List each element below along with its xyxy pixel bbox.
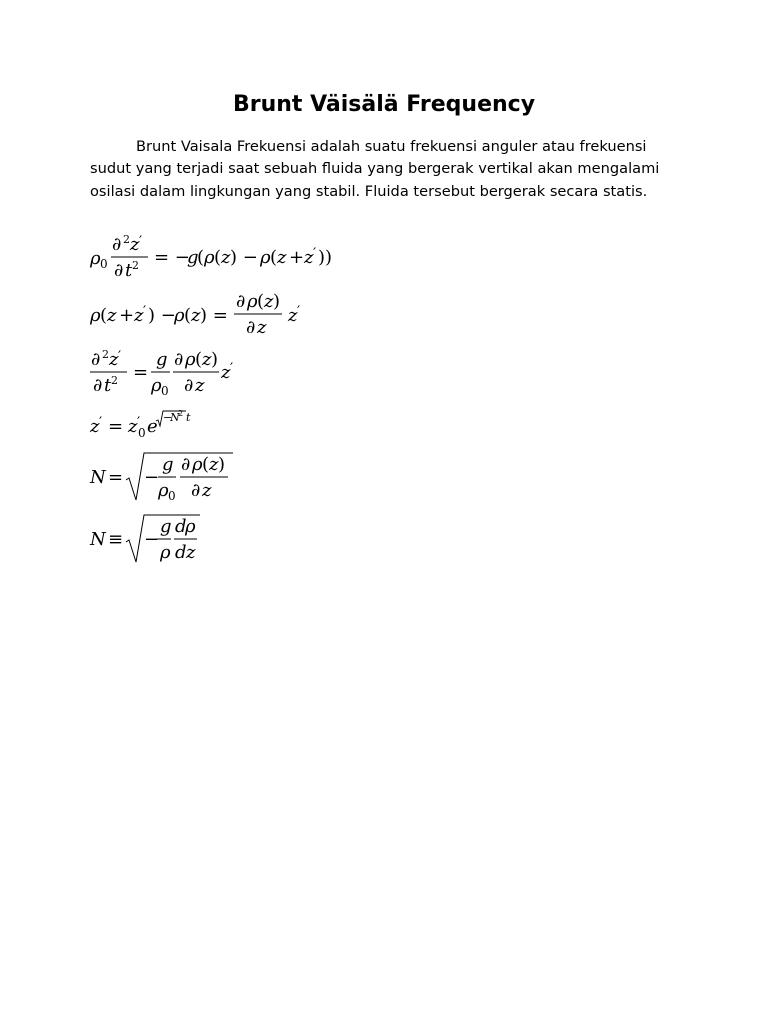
svg-text:): ) (211, 349, 219, 370)
equation-2 (90, 288, 320, 342)
svg-text:2: 2 (123, 233, 130, 246)
svg-text:z: z (195, 375, 205, 396)
equation-1 (90, 228, 350, 282)
svg-text:g: g (187, 247, 199, 268)
svg-text:∂: ∂ (184, 375, 194, 396)
svg-text:∂: ∂ (93, 375, 103, 396)
svg-text:d: d (175, 516, 187, 537)
svg-text:t: t (125, 260, 133, 281)
svg-text:−: − (144, 529, 160, 550)
svg-text:∂: ∂ (236, 291, 246, 312)
svg-text:z: z (186, 542, 196, 563)
svg-text:ρ: ρ (160, 542, 171, 563)
equation-3 (90, 344, 260, 402)
svg-text:′: ′ (143, 304, 147, 320)
svg-text:0: 0 (100, 257, 108, 271)
svg-text:0: 0 (168, 489, 176, 503)
svg-text:2: 2 (102, 348, 109, 361)
svg-text:∂: ∂ (246, 317, 256, 338)
svg-text:=: = (108, 416, 124, 437)
svg-text:2: 2 (111, 374, 118, 387)
svg-text:z: z (257, 317, 267, 338)
svg-text:e: e (147, 416, 158, 437)
svg-text:′: ′ (137, 415, 141, 431)
svg-text:N: N (90, 529, 106, 550)
svg-text:): ) (218, 454, 226, 475)
svg-text:ρ: ρ (90, 248, 101, 269)
svg-text:) −: ) − (148, 305, 176, 326)
svg-text:) −: ) − (230, 247, 258, 268)
document-title: Brunt Väisälä Frequency (232, 92, 536, 117)
svg-text:) =: ) = (200, 305, 228, 326)
svg-text:g: g (156, 349, 168, 370)
svg-text:′: ′ (230, 361, 234, 377)
svg-text:d: d (175, 542, 187, 563)
svg-text:′: ′ (313, 246, 317, 262)
svg-text:(: ( (184, 305, 192, 326)
svg-text:z: z (191, 305, 201, 326)
svg-text:0: 0 (161, 384, 169, 398)
svg-text:−: − (144, 467, 160, 488)
svg-text:2: 2 (132, 259, 139, 272)
svg-text:ρ: ρ (90, 305, 101, 326)
svg-text:(: ( (197, 247, 205, 268)
svg-text:ρ: ρ (174, 305, 185, 326)
svg-text:z: z (277, 247, 287, 268)
svg-text:z: z (264, 291, 274, 312)
svg-text:∂: ∂ (181, 454, 191, 475)
svg-text:z: z (109, 349, 119, 370)
svg-text:ρ: ρ (185, 516, 196, 537)
svg-text:=: = (108, 467, 124, 488)
svg-text:ρ: ρ (260, 247, 271, 268)
svg-text:z: z (107, 305, 117, 326)
svg-text:z: z (134, 305, 144, 326)
svg-text:′: ′ (139, 234, 143, 250)
svg-text:∂: ∂ (191, 480, 201, 501)
svg-text:)): )) (318, 247, 333, 268)
svg-text:≡: ≡ (108, 529, 124, 550)
svg-text:∂: ∂ (114, 260, 124, 281)
body-paragraph: Brunt Vaisala Frekuensi adalah suatu frekuensi anguler atau frekuensi sudut yang terjadi saat sebuah fluida yang bergerak vertikal akan mengalami osilasi dalam lingkungan yang stabil. Fluida tersebut bergerak secara statis. (90, 138, 660, 200)
svg-text:(: ( (202, 454, 210, 475)
svg-text:ρ: ρ (158, 480, 169, 501)
svg-text:N: N (90, 467, 106, 488)
svg-text:(: ( (100, 305, 108, 326)
svg-text:+: + (119, 305, 135, 326)
svg-text:(: ( (214, 247, 222, 268)
svg-text:z: z (221, 362, 231, 383)
svg-text:): ) (273, 291, 281, 312)
svg-text:∂: ∂ (112, 234, 122, 255)
svg-text:+: + (289, 247, 305, 268)
svg-text:z: z (304, 247, 314, 268)
svg-text:z: z (209, 454, 219, 475)
svg-text:= −: = − (154, 247, 190, 268)
svg-text:(: ( (270, 247, 278, 268)
svg-text:(: ( (195, 349, 203, 370)
svg-text:t: t (104, 375, 112, 396)
svg-text:z: z (128, 416, 138, 437)
svg-text:ρ: ρ (185, 349, 196, 370)
svg-text:z: z (202, 349, 212, 370)
svg-text:′: ′ (118, 349, 122, 365)
svg-text:z: z (90, 416, 100, 437)
svg-text:2: 2 (178, 409, 184, 418)
svg-text:∂: ∂ (91, 349, 101, 370)
svg-text:z: z (202, 480, 212, 501)
svg-text:N: N (170, 411, 180, 424)
svg-text:−: − (163, 411, 173, 424)
svg-text:z: z (130, 234, 140, 255)
svg-text:0: 0 (138, 426, 146, 440)
svg-text:ρ: ρ (192, 454, 203, 475)
svg-text:g: g (160, 516, 172, 537)
svg-text:(: ( (257, 291, 265, 312)
equation-4 (90, 406, 230, 440)
equation-5 (90, 450, 260, 510)
svg-text:ρ: ρ (151, 375, 162, 396)
svg-text:′: ′ (297, 304, 301, 320)
svg-text:t: t (186, 411, 191, 424)
svg-text:=: = (133, 362, 149, 383)
svg-text:g: g (162, 454, 174, 475)
svg-text:∂: ∂ (174, 349, 184, 370)
svg-text:ρ: ρ (204, 247, 215, 268)
svg-text:z: z (221, 247, 231, 268)
svg-text:ρ: ρ (247, 291, 258, 312)
equation-6 (90, 512, 230, 572)
svg-text:z: z (288, 305, 298, 326)
svg-text:′: ′ (99, 415, 103, 431)
